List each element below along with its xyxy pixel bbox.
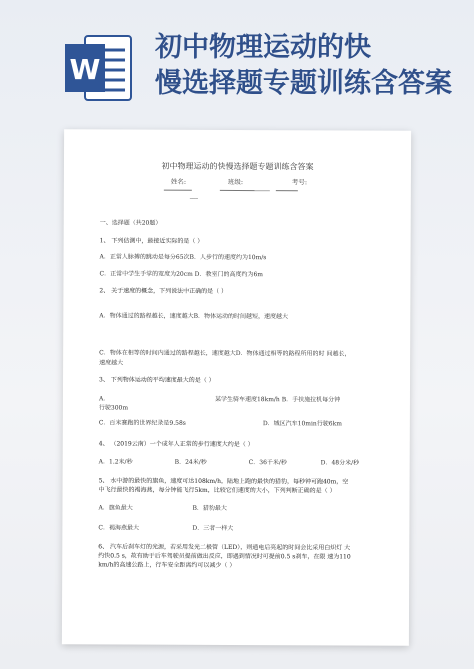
document-page	[62, 129, 411, 646]
name-label: 姓名:	[170, 177, 187, 186]
question-3-option-c: C．百米赛跑的世界纪录是9.58s	[98, 419, 186, 427]
question-5-line2: 中飞行最快的褐海燕，每分钟能飞行5km，比较它们速度的大小，下列判断正确的是（ ）	[98, 486, 336, 495]
question-5-option-b: B．猎豹最大	[192, 504, 227, 512]
name-underline	[164, 190, 192, 191]
question-6-line1: 6、 汽车后刹车灯的光源，若采用发光二极管（LED），则通电后亮起的时间会比采用白炽灯 大	[98, 543, 351, 552]
banner-title	[155, 30, 474, 102]
question-2-options-ab: A．物体通过的路程越长，速度越大B．物体运动的时间越短，速度越大	[99, 312, 289, 321]
question-1-options-cd: C．正常中学生手掌的宽度为20cm D．教室门的高度约为6m	[99, 270, 264, 279]
question-3-option-b-cont: 行驶300m	[98, 404, 129, 412]
number-underline	[276, 190, 298, 191]
question-2: 2、 关于速度的概念，下列说法中正确的是（ ）	[99, 287, 228, 295]
document-title: 初中物理运动的快慢选择题专题训练含答案	[161, 161, 314, 172]
question-4-option-d: D．48分米/秒	[320, 459, 360, 467]
question-3-option-a-b: 某学生骑车速度18km/h B．手扶施拉机每分钟	[214, 395, 341, 404]
question-2-options-cd-cont: 速度越大	[99, 359, 124, 367]
question-3: 3、 下列物体运动的平均速度最大的是（ ）	[99, 376, 215, 384]
question-2-options-cd: C．物体在相等的时间内通过的路程越长，速度越大D．物体通过相等的路程所用的时 间越长，	[99, 349, 351, 358]
question-4-option-a: A．1.2米/秒	[98, 458, 133, 466]
word-logo-letter: W	[69, 53, 101, 86]
section-heading: 一、选择题（共20题）	[99, 219, 162, 227]
question-6-line3: km/h的高速公路上，行车安全距离约可以减少（ ）	[98, 561, 236, 569]
question-4-option-c: C．36千米/秒	[248, 459, 287, 467]
stamp-mark: ▁▁▁	[189, 194, 198, 199]
student-info-row	[64, 176, 411, 187]
question-3-option-d: D．城区汽车10min行驶6km	[262, 420, 342, 428]
word-document-icon	[63, 30, 133, 106]
class-label: 班级:	[227, 177, 244, 187]
question-1: 1、 下列估测中，最接近实际的是（ ）	[99, 237, 204, 245]
banner-title-line1: 初中物理运动的快	[155, 32, 371, 63]
question-4-option-b: B．24米/秒	[174, 458, 207, 466]
banner-title-line2: 慢选择题专题训练含答案	[155, 68, 452, 99]
question-4: 4、 （2019云南）一个成年人正常的步行速度大约是（ ）	[98, 440, 254, 449]
question-5-option-a: A．旗鱼最大	[98, 504, 133, 512]
question-5-option-c: C．褐海燕最大	[98, 524, 139, 532]
number-label: 考号:	[291, 178, 308, 187]
question-5-line1: 5、 水中游的最快的旗鱼，速度可达108km/h，陆地上跑的最快的猎豹，每秒钟可跑40m，空	[98, 477, 349, 486]
question-3-option-a: A．	[98, 395, 110, 403]
class-underline	[220, 190, 270, 191]
question-6-line2: 约快0.5 s，故有助于后车驾驶员提前做出反应，即遇到情况时可提前0.5 s刹车，在限 速为110	[98, 552, 351, 561]
question-1-options-ab: A．正常人脉搏的跳动是每分65次B．人步行的速度约为10m/s	[99, 253, 267, 262]
question-5-option-d: D．三者一样大	[192, 524, 234, 532]
